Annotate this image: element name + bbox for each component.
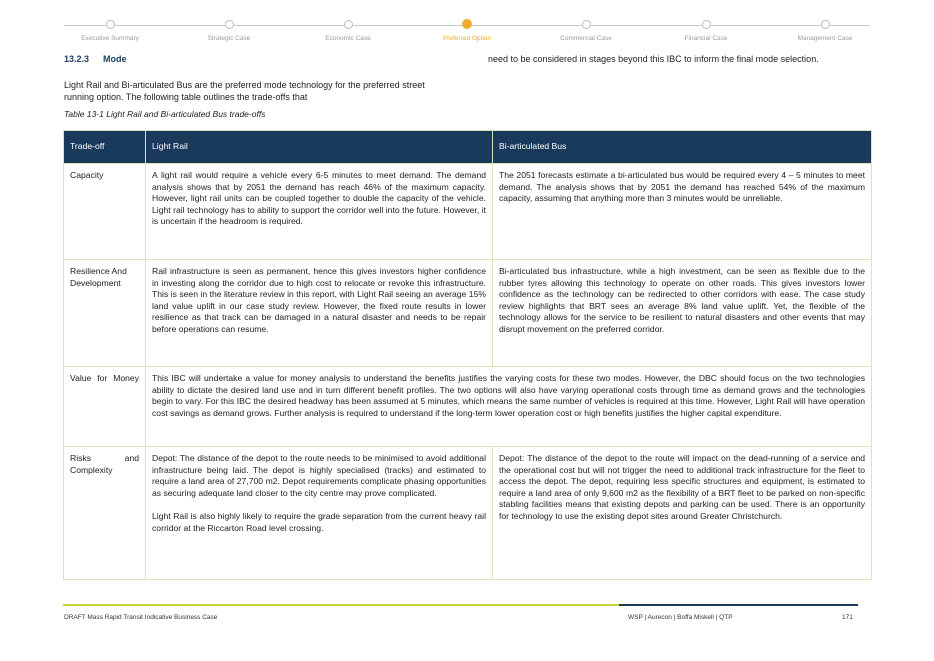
nav-step-financial-case[interactable] (646, 20, 766, 42)
nav-step-strategic-case[interactable] (169, 20, 289, 42)
light-rail-depot-text: Depot: The distance of the depot to the route needs to be minimised to avoid additional infrastructure being laid. The depot is highly specialised (tracks) and estimated to require a land area of 27,700 m2. Depot requirements complicate phasing opportunities as securing adequate land closer to the city centre may prove complicated. (152, 453, 486, 498)
footer-rule-green (63, 604, 619, 606)
row-label: Value for Money (64, 367, 146, 447)
nav-step-management-case[interactable] (765, 20, 885, 42)
intro-paragraph-right: need to be considered in stages beyond this IBC to inform the final mode selection. (488, 54, 819, 64)
nav-step-label: Commercial Case (560, 35, 612, 42)
nav-step-label: Financial Case (684, 35, 728, 42)
header-light-rail: Light Rail (146, 131, 493, 164)
nav-dot (702, 20, 711, 29)
cell-merged-value: This IBC will undertake a value for money analysis to understand the benefits justifies the varying costs for these two modes. However, the DBC should focus on the two technologies ability to dictate the desired land use and in turn different benefit profiles. The two options will also have varying operational costs through time as demand grows and the technologies begin to vary. For this IBC the desired headway has been assumed at 5 minutes, which means the same number of vehicles is required at this time. However, Light Rail will have operation cost savings as demand grows. Further analysis is required to understand if the long-term lower operation cost or high benefits justifies the higher capital expenditure. (146, 367, 872, 447)
table-row-risks (64, 447, 872, 580)
section-number: 13.2.3 (64, 54, 90, 64)
nav-dot (582, 20, 591, 29)
footer-rule (63, 604, 858, 606)
table-header-row (64, 131, 872, 164)
progress-nav (64, 20, 870, 46)
footer-companies: WSP | Aurecon | Boffa Miskell | QTP (628, 614, 733, 621)
cell-bus: Bi-articulated bus infrastructure, while a high investment, can be seen as flexible due to the rubber tyres allowing this technology to operate on other roads. This gives investors lower confidence as the technology can be redirected to other corridors with ease. The case study review highlights that BRT sees an average 8% land value uplift. Yet, the flexible of the technology allows for the service to be resilient to natural disasters and other events that may disrupt movement on the preferred corridor. (493, 260, 872, 367)
nav-step-commercial-case[interactable] (526, 20, 646, 42)
table-caption: Table 13-1 Light Rail and Bi-articulated Bus trade-offs (64, 109, 266, 119)
table-row-value-for-money (64, 367, 872, 447)
nav-step-label: Strategic Case (207, 35, 251, 42)
cell-bus: Depot: The distance of the depot to the route will impact on the dead-running of a service and the operational cost but will not trigger the need to additional track infrastructure for the fleet to access the depot. The depot, requiring less specific structures and equipment, is estimated to require a land area of only 9,600 m2 as the flexibility of a BRT fleet to be parked on non-specific stabling facilities means that existing depots and parking can be used. There is an opportunity for technology to use the existing depot sites around Greater Christchurch. (493, 447, 872, 580)
row-label: Capacity (64, 164, 146, 260)
nav-dot-active (462, 19, 472, 29)
row-label: Risks and Complexity (64, 447, 146, 580)
light-rail-grade-text: Light Rail is also highly likely to require the grade separation from the current heavy rail corridor at the Riccarton Road level crossing. (152, 511, 486, 533)
nav-dot (225, 20, 234, 29)
nav-step-executive-summary[interactable] (50, 20, 170, 42)
cell-light-rail: Rail infrastructure is seen as permanent, hence this gives investors higher confidence in investing along the corridor due to high cost to relocate or revoke this infrastructure. This is seen in the literature review in this report, with Light Rail seeing an average 15% land value uplift in our case study review. However, the fixed route results in lower resilience as that track can be damaged in a natural disaster and needs to be repair before operations can resume. (146, 260, 493, 367)
page-number: 171 (842, 614, 853, 621)
footer-document-title: DRAFT Mass Rapid Transit Indicative Business Case (64, 614, 218, 621)
footer-rule-navy (619, 604, 858, 606)
nav-step-label: Executive Summary (81, 35, 139, 42)
tradeoff-table (63, 130, 872, 580)
section-heading (64, 54, 127, 64)
cell-light-rail: A light rail would require a vehicle every 6-5 minutes to meet demand. The demand analysis shows that by 2051 the demand has reach 46% of the maximum capacity. However, light rail units can be coupled together to double the capacity of the vehicle. Light rail technology has to ability to support the corridor well into the future. However, it is uncertain if the headroom is required. (146, 164, 493, 260)
section-title: Mode (103, 54, 127, 64)
nav-step-preferred-option[interactable] (407, 20, 527, 42)
table-row-resilience (64, 260, 872, 367)
nav-dot (344, 20, 353, 29)
nav-dot (821, 20, 830, 29)
nav-dot (106, 20, 115, 29)
paragraph-gap (152, 499, 486, 511)
header-tradeoff: Trade-off (64, 131, 146, 164)
nav-step-label: Economic Case (325, 35, 371, 42)
nav-step-economic-case[interactable] (288, 20, 408, 42)
intro-paragraph-left: Light Rail and Bi-articulated Bus are the preferred mode technology for the preferred street running option. The following table outlines the trade-offs that (64, 80, 425, 102)
nav-step-label: Preferred Option (442, 35, 492, 42)
row-label: Resilience And Development (64, 260, 146, 367)
nav-step-label: Management Case (797, 35, 853, 42)
table-row-capacity (64, 164, 872, 260)
header-bi-articulated-bus: Bi-articulated Bus (493, 131, 872, 164)
cell-light-rail (146, 447, 493, 580)
cell-bus: The 2051 forecasts estimate a bi-articulated bus would be required every 4 – 5 minutes to meet demand. The analysis shows that by 2051 the demand has reached 54% of the maximum capacity, assuming that anything more than 3 minutes would be unreliable. (493, 164, 872, 260)
